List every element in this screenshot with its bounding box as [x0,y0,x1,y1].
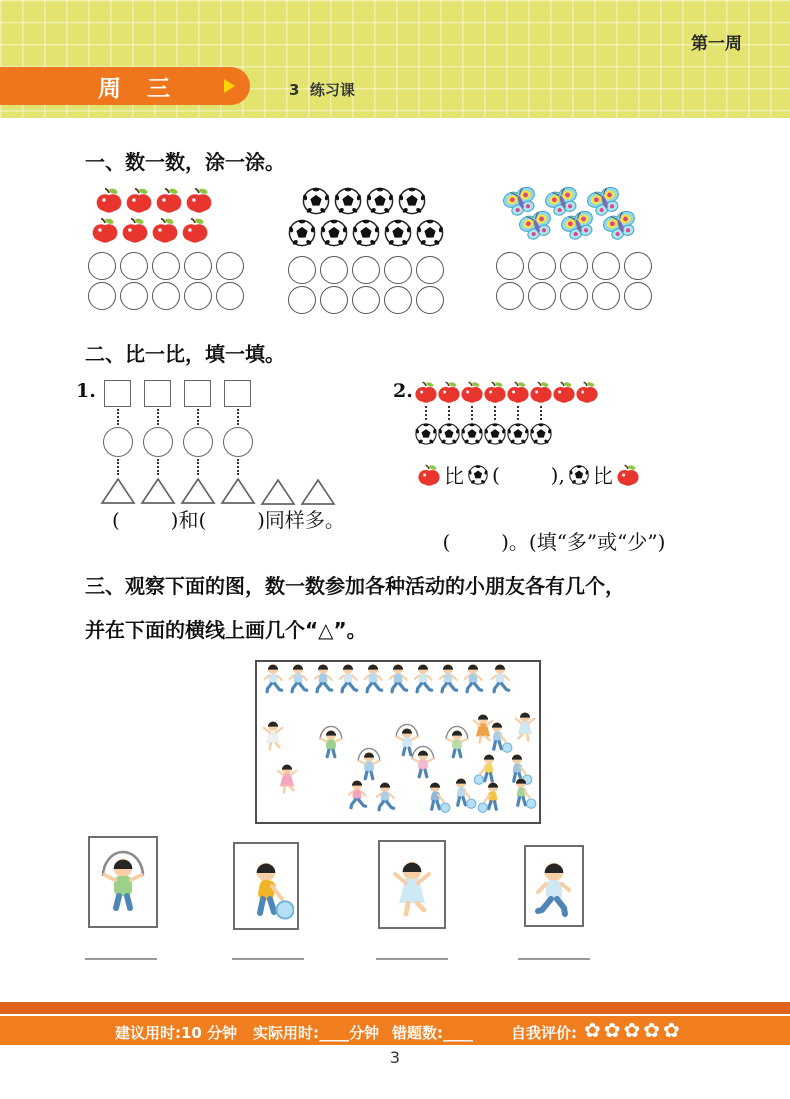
jump-rope-kid-icon [412,746,434,776]
running-kid-icon [377,782,394,810]
apple-icon [437,380,461,404]
footer-accent-strip [0,1002,790,1014]
blank-count-circle[interactable] [184,252,212,280]
blank-count-circle[interactable] [560,252,588,280]
blank-2[interactable]: ( )。 [442,530,529,554]
running-kid-icon [290,664,307,692]
apple-icon [552,380,576,404]
blank-count-circle[interactable] [88,282,116,310]
blank-count-circle[interactable] [352,256,380,284]
page-number: 3 [389,1048,401,1067]
blank-count-circle[interactable] [184,282,212,310]
blank-count-circle[interactable] [416,286,444,314]
compare-item-2 [393,380,599,446]
soccer-ball-icon [437,422,461,446]
circle-shape [103,427,133,457]
blank-count-circle[interactable] [592,282,620,310]
soccer-ball-icon [333,186,363,216]
soccer-ball-rows [286,186,446,248]
page-top-border [0,0,790,118]
soccer-ball-icon [365,186,395,216]
square-shape [184,380,211,407]
flower-rating-icons[interactable]: ✿✿✿✿✿ [584,1018,683,1042]
section1-title: 一、数一数，涂一涂。 [85,150,285,174]
compare-item-1 [76,380,338,510]
apple-icon [121,216,149,244]
soccer-ball-icon [319,218,349,248]
item2-answer-line-1[interactable] [417,460,640,489]
dotted-connector [197,409,199,425]
jump-rope-kid-icon [95,846,151,918]
soccer-ball-icon [414,422,438,446]
running-kid-icon [390,664,407,692]
answer-line[interactable] [376,958,448,960]
running-kid-icon [340,664,357,692]
item1-answer-line[interactable]: ( )和( )同样多。 [112,508,345,532]
blank-count-circle[interactable] [592,252,620,280]
butterfly-icon [601,210,641,244]
section3-title [85,564,775,652]
pat-ball-kid-icon [456,778,476,808]
answer-box-dancing [378,840,446,929]
blank-count-circle[interactable] [528,252,556,280]
suggested-time-label: 建议用时:10 分钟 [115,1024,238,1042]
soccer-ball-icon [467,464,489,486]
soccer-ball-icon [301,186,331,216]
soccer-ball-icon [483,422,507,446]
dancing-kid-icon [264,721,282,749]
count-group-apples [86,186,246,311]
soccer-ball-blank-circles [286,255,446,315]
blank-count-circle[interactable] [560,282,588,310]
apple-rows [86,186,246,244]
answer-line[interactable] [85,958,157,960]
apple-icon [417,463,441,487]
apple-ball-pairs [415,380,599,446]
butterfly-blank-circles [494,251,654,311]
answer-box-pat-ball [233,842,299,930]
soccer-ball-icon [287,218,317,248]
blank-count-circle[interactable] [384,286,412,314]
count-group-butterflies [494,186,654,311]
dotted-connector [197,459,199,475]
jump-rope-kid-icon [320,726,342,756]
soccer-ball-icon [351,218,381,248]
blank-count-circle[interactable] [320,286,348,314]
item2-number: 2. [393,380,413,402]
circle-shape [143,427,173,457]
running-kid-icon [415,664,432,692]
soccer-ball-icon [460,422,484,446]
dancing-kid-icon [278,764,296,792]
soccer-ball-icon [397,186,427,216]
running-kid-icon [465,664,482,692]
section2-title: 二、比一比，填一填。 [85,342,285,366]
count-group-soccer-balls [286,186,446,315]
soccer-ball-icon [383,218,413,248]
lesson-title: 3 练习课 [289,81,355,99]
answer-box-jump-rope [88,836,158,928]
shape-columns [98,380,338,510]
blank-count-circle[interactable] [120,282,148,310]
soccer-ball-icon [506,422,530,446]
circle-shape [223,427,253,457]
blank-count-circle[interactable] [624,252,652,280]
blank-count-circle[interactable] [496,282,524,310]
apple-icon [95,186,123,214]
apple-icon [616,463,640,487]
pat-ball-kid-icon [516,778,536,808]
blank-count-circle[interactable] [288,256,316,284]
self-eval-label: 自我评价: [511,1024,577,1042]
blank-count-circle[interactable] [88,252,116,280]
soccer-ball-icon [415,218,445,248]
blank-count-circle[interactable] [152,252,180,280]
compare-word: 比 [592,464,613,488]
blank-count-circle[interactable] [216,252,244,280]
square-shape [104,380,131,407]
dotted-connector [494,406,496,420]
blank-count-circle[interactable] [352,286,380,314]
running-kid-icon [440,664,457,692]
dotted-connector [157,459,159,475]
apple-icon [151,216,179,244]
activity-scene-svg [257,662,539,822]
running-kid-icon [526,850,582,922]
circle-shape [183,427,213,457]
running-kid-icon [365,664,382,692]
apple-icon [125,186,153,214]
dotted-connector [157,409,159,425]
blank-1[interactable]: ( ), [492,462,565,487]
dotted-connector [540,406,542,420]
dancing-kid-icon [384,849,440,921]
apple-blank-circles [86,251,246,311]
compare-word: 比 [444,464,464,488]
section3-title-line1: 三、观察下面的图，数一数参加各种活动的小朋友各有几个， [85,574,625,598]
running-kid-icon [315,664,332,692]
dancing-kid-icon [516,712,534,740]
dotted-connector [237,409,239,425]
square-shape [224,380,251,407]
dancing-kid-icon [474,714,492,742]
blank-count-circle[interactable] [320,256,348,284]
running-kid-icon [492,664,509,692]
dotted-connector [448,406,450,420]
day-banner [0,67,250,105]
soccer-ball-icon [529,422,553,446]
butterfly-icon [517,210,557,244]
blank-count-circle[interactable] [152,282,180,310]
running-kid-icon [265,664,282,692]
blank-count-circle[interactable] [624,282,652,310]
section3-title-line2: 并在下面的横线上画几个“△”。 [85,618,367,642]
apple-icon [91,216,119,244]
dotted-connector [517,406,519,420]
answer-box-running [524,845,584,927]
butterfly-rows [494,186,654,244]
item1-number: 1. [76,380,96,402]
square-shape [144,380,171,407]
actual-time-blank[interactable]: 实际用时:____分钟 [253,1024,379,1042]
wrong-count-blank[interactable]: 错题数:____ [392,1024,473,1042]
blank-count-circle[interactable] [216,282,244,310]
blank-count-circle[interactable] [496,252,524,280]
blank-count-circle[interactable] [528,282,556,310]
day-banner-label: 周 三 [98,75,175,102]
apple-icon [529,380,553,404]
week-label: 第一周 [691,34,742,54]
pat-ball-kid-icon [492,722,512,752]
jump-rope-kid-icon [446,726,468,756]
blank-count-circle[interactable] [120,252,148,280]
pat-ball-kid-icon [430,782,450,812]
dotted-connector [117,459,119,475]
footer-bar [0,1016,790,1045]
pat-ball-kid-icon [478,782,498,812]
apple-icon [185,186,213,214]
blank-count-circle[interactable] [384,256,412,284]
answer-line[interactable] [232,958,304,960]
dotted-connector [117,409,119,425]
soccer-ball-icon [568,464,590,486]
apple-icon [506,380,530,404]
jump-rope-kid-icon [358,748,380,778]
fill-hint: (填“多”或“少”) [528,530,666,554]
dotted-connector [237,459,239,475]
apple-icon [575,380,599,404]
pat-ball-kid-icon [474,754,494,784]
pat-ball-kid-icon [238,850,294,922]
play-triangle-icon [224,79,235,93]
butterfly-icon [559,210,599,244]
activity-scene-illustration [255,660,541,824]
running-kid-icon [349,780,366,808]
apple-icon [155,186,183,214]
answer-line[interactable] [518,958,590,960]
apple-icon [483,380,507,404]
apple-icon [181,216,209,244]
apple-icon [414,380,438,404]
apple-icon [460,380,484,404]
blank-count-circle[interactable] [288,286,316,314]
dotted-connector [425,406,427,420]
blank-count-circle[interactable] [416,256,444,284]
dotted-connector [471,406,473,420]
